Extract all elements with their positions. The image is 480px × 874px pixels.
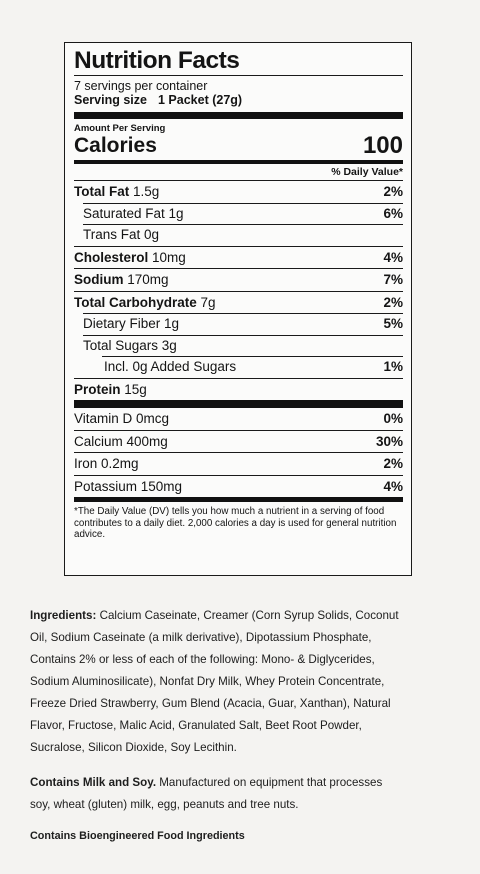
- nutrient-percent: 2%: [383, 184, 403, 200]
- nutrient-name-bold: Total Carbohydrate: [74, 294, 197, 310]
- servings-per-container: 7 servings per container: [74, 79, 208, 93]
- nutrient-row-total-fat: [74, 180, 403, 203]
- nutrient-amount: 10mg: [148, 249, 186, 265]
- ingredients-line: Flavor, Fructose, Malic Acid, Granulated Salt, Beet Root Powder,: [30, 719, 362, 732]
- vitamin-percent: 30%: [375, 433, 403, 449]
- allergen-line: soy, wheat (gluten) milk, egg, peanuts and tree nuts.: [30, 798, 299, 811]
- serving-size-value: 1 Packet (27g): [158, 93, 243, 107]
- vitamin-percent: 0%: [383, 411, 403, 427]
- calories-row: [74, 134, 403, 159]
- vitamin-percent: 2%: [383, 456, 403, 472]
- nutrient-name-bold: Protein: [74, 381, 121, 397]
- ingredients-block: [30, 605, 460, 759]
- nutrient-amount: Dietary Fiber 1g: [83, 316, 180, 332]
- vitamin-row-potassium: [74, 475, 403, 498]
- nutrient-amount: Total Sugars 3g: [83, 337, 177, 353]
- vitamin-percent: 4%: [383, 478, 403, 494]
- serving-size-label: Serving size: [74, 93, 147, 107]
- allergen-heading: Contains Milk and Soy.: [30, 776, 157, 789]
- ingredients-line: Sucralose, Silicon Dioxide, Soy Lecithin.: [30, 741, 237, 754]
- nutrient-row-total-carbohydrate: [74, 291, 403, 314]
- ingredients-line: Oil, Sodium Caseinate (a milk derivative), Dipotassium Phosphate,: [30, 631, 372, 644]
- vitamin-name: Iron 0.2mg: [74, 456, 139, 472]
- nutrient-name-bold: Cholesterol: [74, 249, 149, 265]
- nutrient-percent: 6%: [383, 205, 403, 221]
- nutrient-row-sodium: [74, 268, 403, 291]
- calories-label: Calories: [74, 134, 157, 157]
- serving-size: [74, 93, 403, 108]
- ingredients-line: Calcium Caseinate, Creamer (Corn Syrup Solids, Coconut: [96, 609, 399, 622]
- thick-divider: [74, 112, 403, 119]
- nutrient-amount: Saturated Fat 1g: [83, 205, 184, 221]
- ingredients-line: Sodium Aluminosilicate), Nonfat Dry Milk, Whey Protein Concentrate,: [30, 675, 385, 688]
- ingredients-line: Contains 2% or less of each of the following: Mono- & Diglycerides,: [30, 653, 375, 666]
- nutrient-name-bold: Total Fat: [74, 184, 130, 200]
- amount-per-serving: Amount Per Serving: [74, 123, 166, 134]
- nutrient-row-cholesterol: [74, 246, 403, 269]
- allergen-statement: [30, 772, 460, 816]
- nutrient-row-added-sugars: [74, 356, 403, 378]
- nutrient-row-dietary-fiber: [74, 313, 403, 335]
- nutrient-amount: 7g: [196, 294, 216, 310]
- vitamin-name: Calcium 400mg: [74, 433, 168, 449]
- nutrition-facts-panel: [64, 42, 412, 576]
- label-title: Nutrition Facts: [74, 47, 240, 74]
- nutrient-percent: 7%: [383, 272, 403, 288]
- nutrient-row-trans-fat: [74, 224, 403, 246]
- vitamin-name: Potassium 150mg: [74, 478, 183, 494]
- nutrient-name-bold: Sodium: [74, 272, 124, 288]
- vitamin-row-calcium: [74, 430, 403, 453]
- nutrient-amount: 15g: [120, 381, 147, 397]
- nutrient-amount: Incl. 0g Added Sugars: [104, 359, 237, 375]
- daily-value-footnote: *The Daily Value (DV) tells you how much a nutrient in a serving of food contributes to a daily diet. 2,000 calories a day is used for general nutrition advice.: [74, 506, 397, 540]
- vitamin-divider: [74, 400, 403, 408]
- allergen-line: Manufactured on equipment that processes: [156, 776, 383, 789]
- bioengineered-statement: Contains Bioengineered Food Ingredients: [30, 830, 245, 842]
- footnote-divider: [74, 497, 403, 502]
- nutrient-row-total-sugars: [74, 335, 403, 357]
- daily-value-header: % Daily Value*: [331, 166, 403, 178]
- vitamin-row-iron: [74, 452, 403, 475]
- ingredients-heading: Ingredients:: [30, 609, 97, 622]
- vitamin-row-vitamin-d: [74, 408, 403, 430]
- title-rule: [74, 75, 403, 76]
- nutrient-percent: 2%: [383, 294, 403, 310]
- nutrient-row-protein: [74, 378, 403, 401]
- nutrient-percent: 5%: [383, 316, 403, 332]
- nutrient-amount: Trans Fat 0g: [83, 227, 160, 243]
- vitamin-name: Vitamin D 0mcg: [74, 411, 170, 427]
- nutrient-percent: 4%: [383, 249, 403, 265]
- nutrient-percent: 1%: [383, 359, 403, 375]
- nutrient-amount: 1.5g: [129, 184, 160, 200]
- ingredients-line: Freeze Dried Strawberry, Gum Blend (Acacia, Guar, Xanthan), Natural: [30, 697, 391, 710]
- nutrient-row-saturated-fat: [74, 203, 403, 225]
- calories-value: 100: [362, 132, 403, 159]
- nutrient-amount: 170mg: [123, 272, 169, 288]
